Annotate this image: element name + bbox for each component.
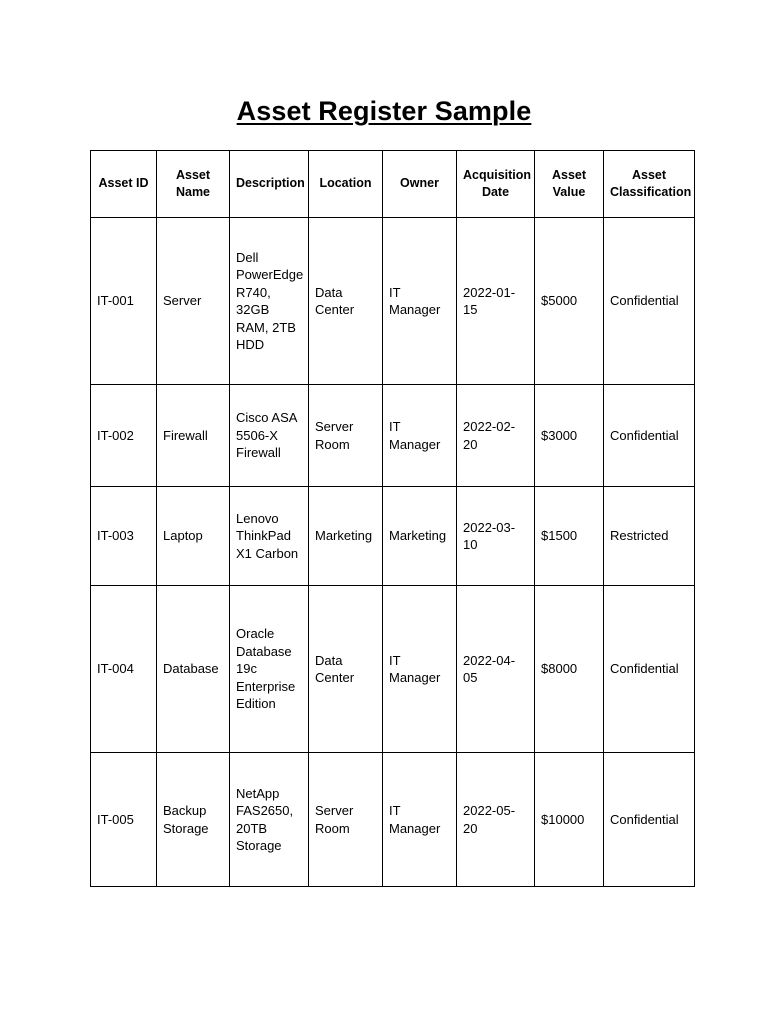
header-acquisition-date: Acquisition Date xyxy=(457,151,535,218)
cell-classification: Confidential xyxy=(604,218,695,385)
cell-asset-name: Laptop xyxy=(157,487,230,586)
cell-location: Data Center xyxy=(309,586,383,753)
cell-asset-value: $3000 xyxy=(535,385,604,487)
cell-asset-id: IT-004 xyxy=(91,586,157,753)
cell-description: Oracle Database 19c Enterprise Edition xyxy=(230,586,309,753)
header-asset-name: Asset Name xyxy=(157,151,230,218)
cell-classification: Confidential xyxy=(604,385,695,487)
cell-asset-value: $10000 xyxy=(535,753,604,887)
cell-classification: Restricted xyxy=(604,487,695,586)
header-location: Location xyxy=(309,151,383,218)
cell-asset-value: $8000 xyxy=(535,586,604,753)
cell-asset-id: IT-005 xyxy=(91,753,157,887)
cell-asset-value: $5000 xyxy=(535,218,604,385)
asset-register-table xyxy=(90,150,695,887)
cell-location: Server Room xyxy=(309,385,383,487)
page-title: Asset Register Sample xyxy=(236,96,532,126)
table-row xyxy=(91,385,695,487)
cell-acquisition-date: 2022-04-05 xyxy=(457,586,535,753)
header-asset-classification: Asset Classification xyxy=(604,151,695,218)
header-asset-id: Asset ID xyxy=(91,151,157,218)
table-header-row xyxy=(91,151,695,218)
cell-asset-name: Database xyxy=(157,586,230,753)
header-description: Description xyxy=(230,151,309,218)
cell-asset-id: IT-003 xyxy=(91,487,157,586)
cell-asset-name: Backup Storage xyxy=(157,753,230,887)
table-row xyxy=(91,218,695,385)
cell-asset-name: Server xyxy=(157,218,230,385)
cell-asset-id: IT-001 xyxy=(91,218,157,385)
cell-description: Lenovo ThinkPad X1 Carbon xyxy=(230,487,309,586)
table-row xyxy=(91,753,695,887)
cell-description: Dell PowerEdge R740, 32GB RAM, 2TB HDD xyxy=(230,218,309,385)
cell-classification: Confidential xyxy=(604,586,695,753)
cell-asset-value: $1500 xyxy=(535,487,604,586)
cell-description: Cisco ASA 5506-X Firewall xyxy=(230,385,309,487)
cell-acquisition-date: 2022-05-20 xyxy=(457,753,535,887)
header-asset-value: Asset Value xyxy=(535,151,604,218)
cell-classification: Confidential xyxy=(604,753,695,887)
cell-owner: IT Manager xyxy=(383,218,457,385)
cell-asset-id: IT-002 xyxy=(91,385,157,487)
table-row xyxy=(91,586,695,753)
table-row xyxy=(91,487,695,586)
cell-asset-name: Firewall xyxy=(157,385,230,487)
cell-owner: IT Manager xyxy=(383,385,457,487)
cell-owner: IT Manager xyxy=(383,586,457,753)
cell-location: Marketing xyxy=(309,487,383,586)
cell-acquisition-date: 2022-02-20 xyxy=(457,385,535,487)
cell-location: Server Room xyxy=(309,753,383,887)
cell-acquisition-date: 2022-03-10 xyxy=(457,487,535,586)
header-owner: Owner xyxy=(383,151,457,218)
cell-owner: Marketing xyxy=(383,487,457,586)
cell-location: Data Center xyxy=(309,218,383,385)
cell-owner: IT Manager xyxy=(383,753,457,887)
cell-description: NetApp FAS2650, 20TB Storage xyxy=(230,753,309,887)
cell-acquisition-date: 2022-01-15 xyxy=(457,218,535,385)
